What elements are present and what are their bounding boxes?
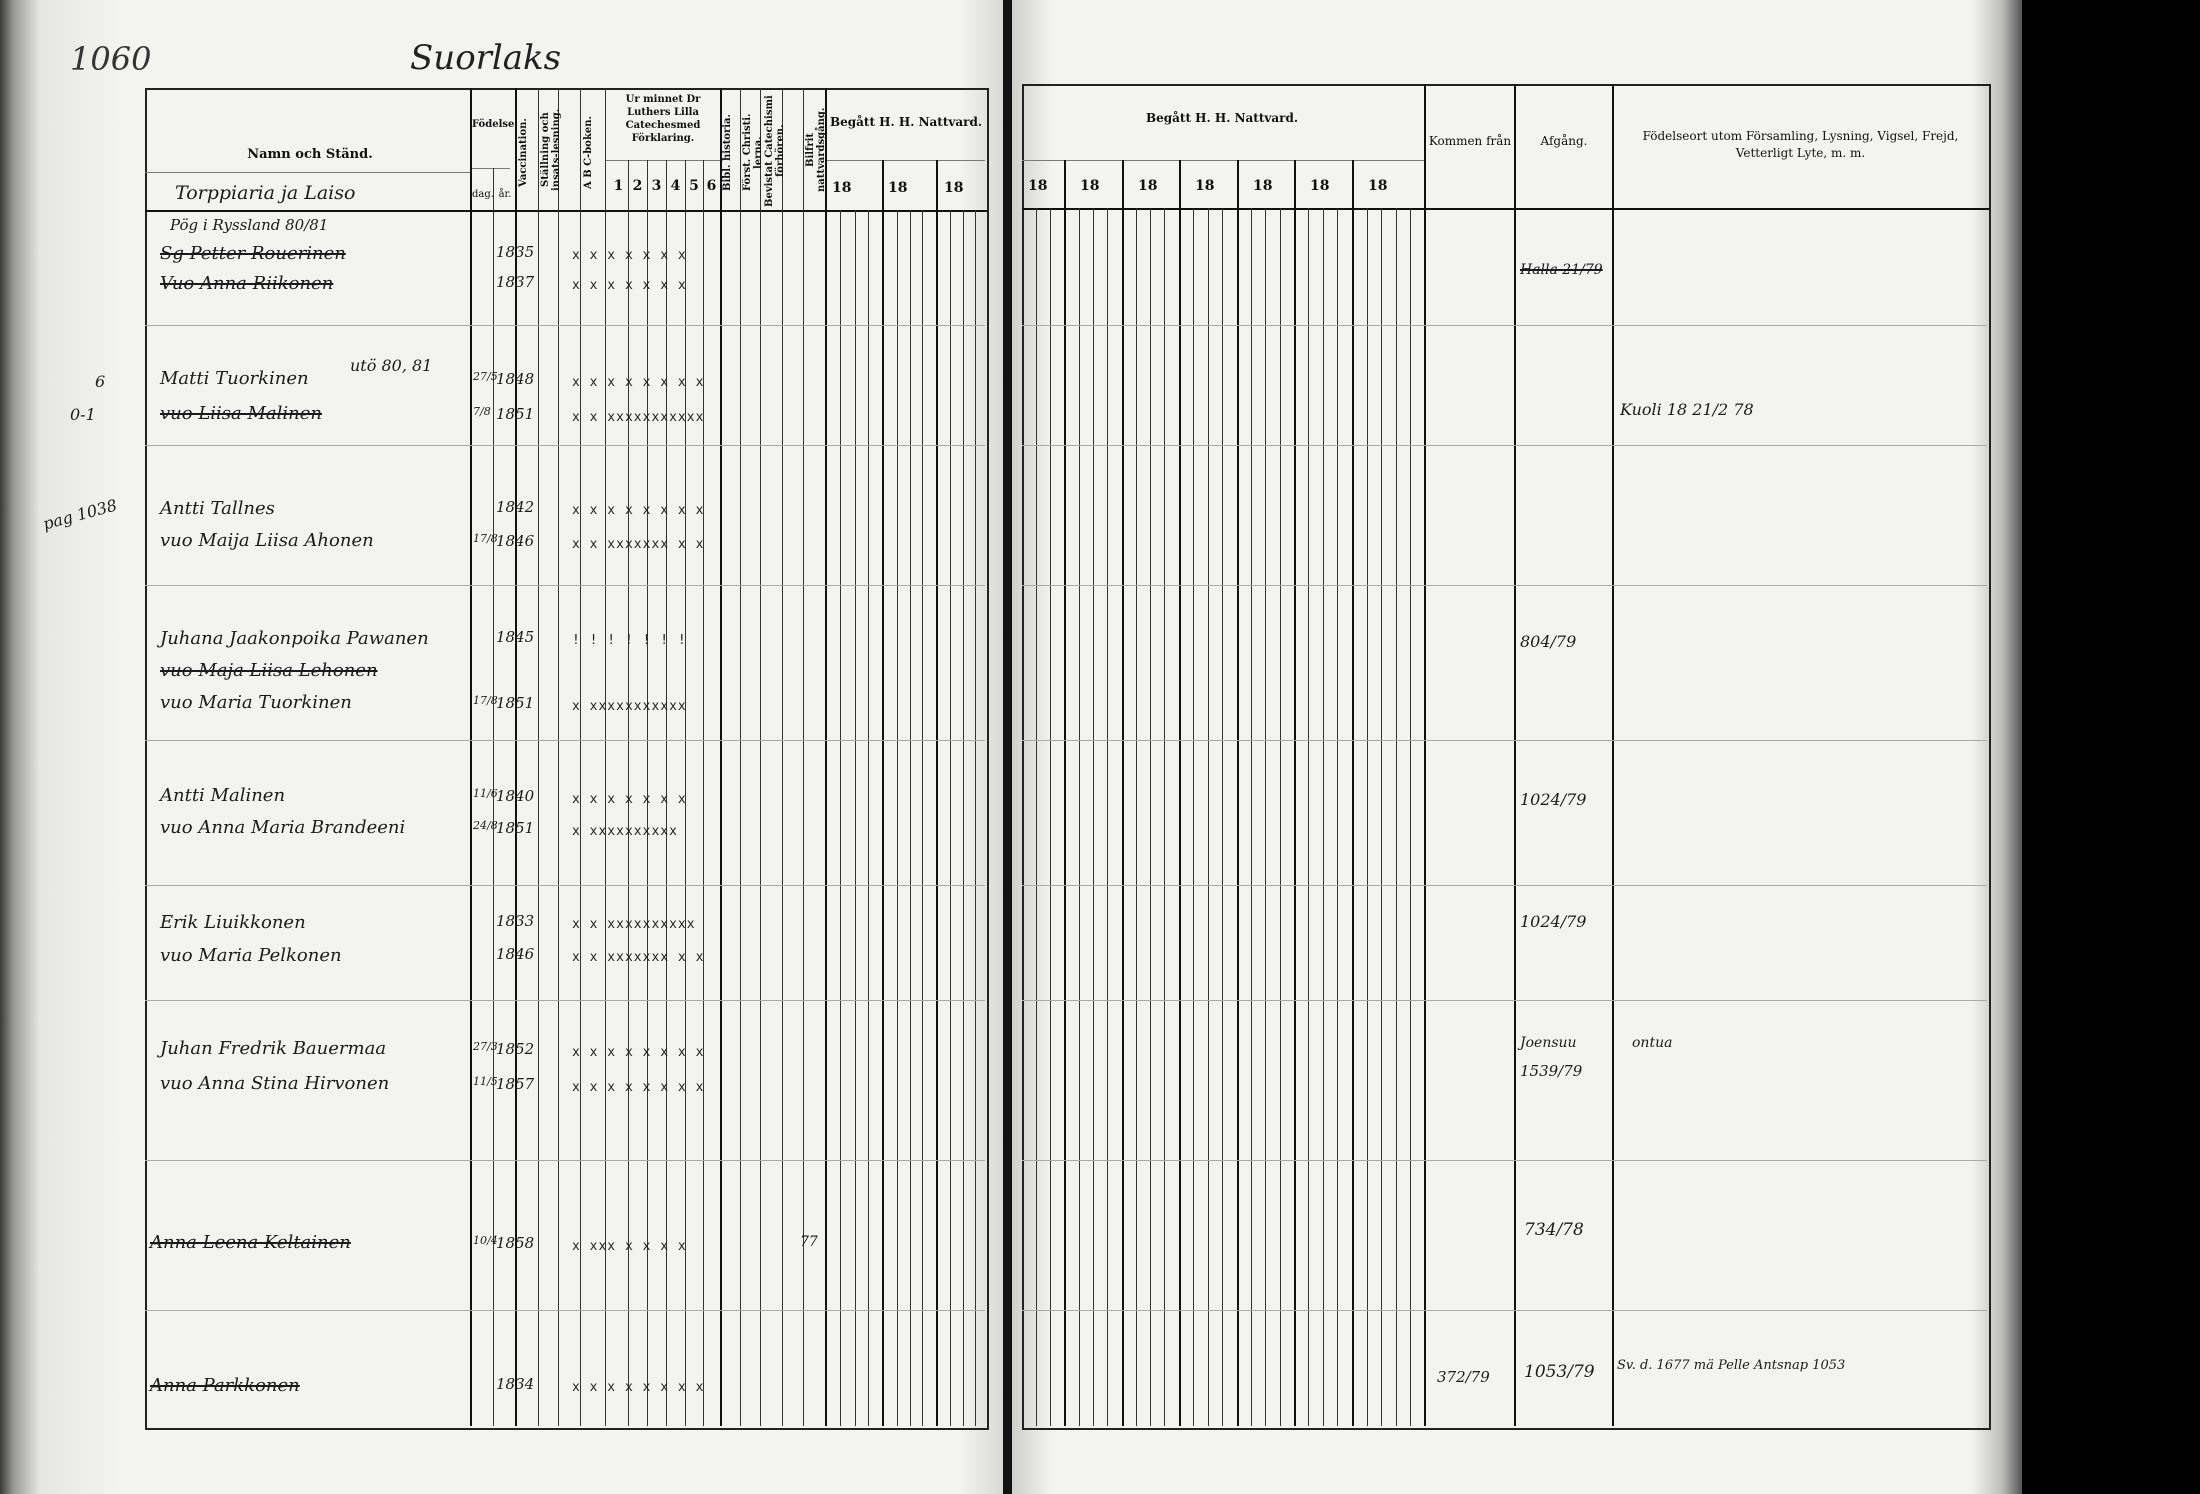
entry-name-9: Antti Malinen <box>160 785 286 806</box>
year-left-1: 18 <box>832 180 852 196</box>
header-bibl: Bibl. historia. <box>722 113 733 192</box>
entry-right-note-13: ontua <box>1632 1035 1673 1051</box>
year-right-1: 18 <box>1028 178 1048 194</box>
entry-bilf-15: 77 <box>800 1234 818 1250</box>
entry-year-9: 1840 <box>496 787 535 805</box>
entry-afgang-15: 734/78 <box>1524 1220 1584 1240</box>
entry-name-6: Juhana Jaakonpoika Pawanen <box>160 628 429 649</box>
entry-marks-0: x x x x x x x <box>572 248 687 263</box>
entry-marks-2: x x x x x x x x <box>572 375 705 390</box>
entry-year-2: 1848 <box>496 370 535 388</box>
entry-marks-5: x x xxxxxxx x x <box>572 537 705 552</box>
cat-num-1: 1 <box>613 178 624 194</box>
entry-name-12: vuo Maria Pelkonen <box>160 945 342 966</box>
entry-day-15: 10/4 <box>473 1234 498 1247</box>
entry-afgang-13: Joensuu <box>1520 1035 1577 1051</box>
entry-name-1: Vuo Anna Riikonen <box>160 273 334 294</box>
year-left-3: 18 <box>944 180 964 196</box>
header-bilf: Bilfrit nattvardsgång. <box>805 107 827 193</box>
entry-marks-4: x x x x x x x x <box>572 503 705 518</box>
entry-year-14: 1857 <box>496 1075 535 1093</box>
entry-afgang-11: 1024/79 <box>1520 912 1587 931</box>
entry-name-7: vuo Maja Liisa Lehonen <box>160 660 378 681</box>
entry-name-0: Sg Petter Rouerinen <box>160 243 346 264</box>
header-stallning: Ställning och insats-lesning. <box>540 108 562 192</box>
entry-name-10: vuo Anna Maria Brandeeni <box>160 817 406 838</box>
entry-right-note-16: Sv. d. 1677 mä Pelle Antsnap 1053 <box>1617 1358 1846 1373</box>
header-dag: dag. <box>472 189 494 200</box>
entry-margin-5: pag 1038 <box>40 495 119 534</box>
entry-year-4: 1842 <box>496 498 535 516</box>
year-right-2: 18 <box>1080 178 1100 194</box>
entry-year-8: 1851 <box>496 694 535 712</box>
entry-day-13: 27/3 <box>473 1040 498 1053</box>
entry-name-11: Erik Liuikkonen <box>160 912 306 933</box>
header-catechism: Ur minnet Dr Luthers Lilla Catechesmed Förklaring. <box>625 94 701 144</box>
header-fodelseort: Födelseort utom Församling, Lysning, Vigsel, Frejd, Vetterligt Lyte, m. m. <box>1642 129 1959 160</box>
entry-name-13: Juhan Fredrik Bauermaa <box>160 1038 387 1059</box>
entry-afgang-6: 804/79 <box>1520 632 1577 651</box>
header-kommen: Kommen från <box>1428 134 1512 148</box>
entry-marks-3: x x xxxxxxxxxxx <box>572 410 705 425</box>
entry-marks-8: x xxxxxxxxxxx <box>572 699 687 714</box>
entry-name-5: vuo Maija Liisa Ahonen <box>160 530 374 551</box>
entry-name-3: vuo Liisa Malinen <box>160 403 322 424</box>
entry-note-0: Pög i Ryssland 80/81 <box>170 216 329 234</box>
entry-marks-9: x x x x x x x <box>572 792 687 807</box>
entry-marks-16: x x x x x x x x <box>572 1380 705 1395</box>
entry-name-8: vuo Maria Tuorkinen <box>160 692 352 713</box>
entry-marks-6: ! ! ! ! ! ! ! <box>572 633 687 648</box>
entry-marks-13: x x x x x x x x <box>572 1045 705 1060</box>
entry-year-12: 1846 <box>496 945 535 963</box>
header-begatt-right: Begått H. H. Nattvard. <box>1145 111 1299 125</box>
cat-num-6: 6 <box>706 178 717 194</box>
entry-afgang-14: 1539/79 <box>1520 1062 1583 1080</box>
cat-num-4: 4 <box>670 178 681 194</box>
entry-marks-10: x xxxxxxxxxx <box>572 824 678 839</box>
entry-marks-15: x xxx x x x x <box>572 1239 687 1254</box>
entry-right-note-3: Kuoli 18 21/2 78 <box>1620 400 1754 419</box>
header-begatt-left: Begått H. H. Nattvard. <box>829 115 983 129</box>
entry-day-8: 17/8 <box>473 694 498 707</box>
entry-afgang-16: 1053/79 <box>1524 1362 1595 1382</box>
right-page <box>1012 0 2022 1494</box>
cat-num-3: 3 <box>651 178 662 194</box>
entry-name-4: Antti Tallnes <box>160 498 275 519</box>
entry-name-15: Anna Leena Keltainen <box>150 1232 351 1253</box>
header-ab: A B C-boken. <box>583 116 594 189</box>
header-namn: Namn och Ständ. <box>247 147 373 162</box>
entry-name-2: Matti Tuorkinen <box>160 368 309 389</box>
page-number: 1060 <box>70 40 152 78</box>
entry-year-1: 1837 <box>496 273 535 291</box>
cat-num-2: 2 <box>632 178 643 194</box>
entry-name-16: Anna Parkkonen <box>150 1375 300 1396</box>
entry-marks-12: x x xxxxxxx x x <box>572 950 705 965</box>
entry-year-13: 1852 <box>496 1040 535 1058</box>
year-left-2: 18 <box>888 180 908 196</box>
entry-year-11: 1833 <box>496 912 535 930</box>
year-right-5: 18 <box>1253 178 1273 194</box>
entry-year-3: 1851 <box>496 405 535 423</box>
entry-day-14: 11/5 <box>473 1075 498 1088</box>
entry-day-9: 11/6 <box>473 787 498 800</box>
entry-day-5: 17/8 <box>473 532 498 545</box>
year-right-7: 18 <box>1368 178 1388 194</box>
year-right-6: 18 <box>1310 178 1330 194</box>
entry-margin-2: 6 <box>95 372 106 391</box>
header-afgang: Afgång. <box>1540 134 1588 148</box>
entry-year-5: 1846 <box>496 532 535 550</box>
entry-note-2: utö 80, 81 <box>350 356 433 375</box>
entry-kommen-16: 372/79 <box>1437 1368 1490 1386</box>
year-right-3: 18 <box>1138 178 1158 194</box>
village-title: Suorlaks <box>410 38 562 78</box>
left-page <box>0 0 1005 1494</box>
entry-marks-14: x x x x x x x x <box>572 1080 705 1095</box>
entry-year-16: 1834 <box>496 1375 535 1393</box>
entry-marks-1: x x x x x x x <box>572 278 687 293</box>
right-table-frame <box>1022 84 1991 1430</box>
entry-year-6: 1845 <box>496 628 535 646</box>
entry-margin-3: 0-1 <box>70 405 96 424</box>
year-right-4: 18 <box>1195 178 1215 194</box>
entry-name-14: vuo Anna Stina Hirvonen <box>160 1073 390 1094</box>
header-ar: år. <box>498 189 512 200</box>
header-fodelse: Födelse <box>472 119 515 130</box>
header-vaccination: Vaccination. <box>518 118 529 187</box>
entry-afgang-9: 1024/79 <box>1520 790 1587 809</box>
entry-year-15: 1858 <box>496 1234 535 1252</box>
entry-day-3: 7/8 <box>473 405 491 418</box>
entry-year-10: 1851 <box>496 819 535 837</box>
scan-background-edge <box>2022 0 2200 1494</box>
entry-afgang-1: Halla 21/79 <box>1520 262 1603 278</box>
entry-year-0: 1835 <box>496 243 535 261</box>
entry-marks-11: x x xxxxxxxxxx <box>572 917 696 932</box>
header-bevistat: Bevistat Catechismi förhören. <box>764 95 786 207</box>
entry-day-2: 27/5 <box>473 370 498 383</box>
header-forst: Först. Christi. lerna. <box>742 113 764 192</box>
subheading: Torppiaria ja Laiso <box>175 182 356 204</box>
cat-num-5: 5 <box>689 178 699 194</box>
entry-day-10: 24/8 <box>473 819 498 832</box>
